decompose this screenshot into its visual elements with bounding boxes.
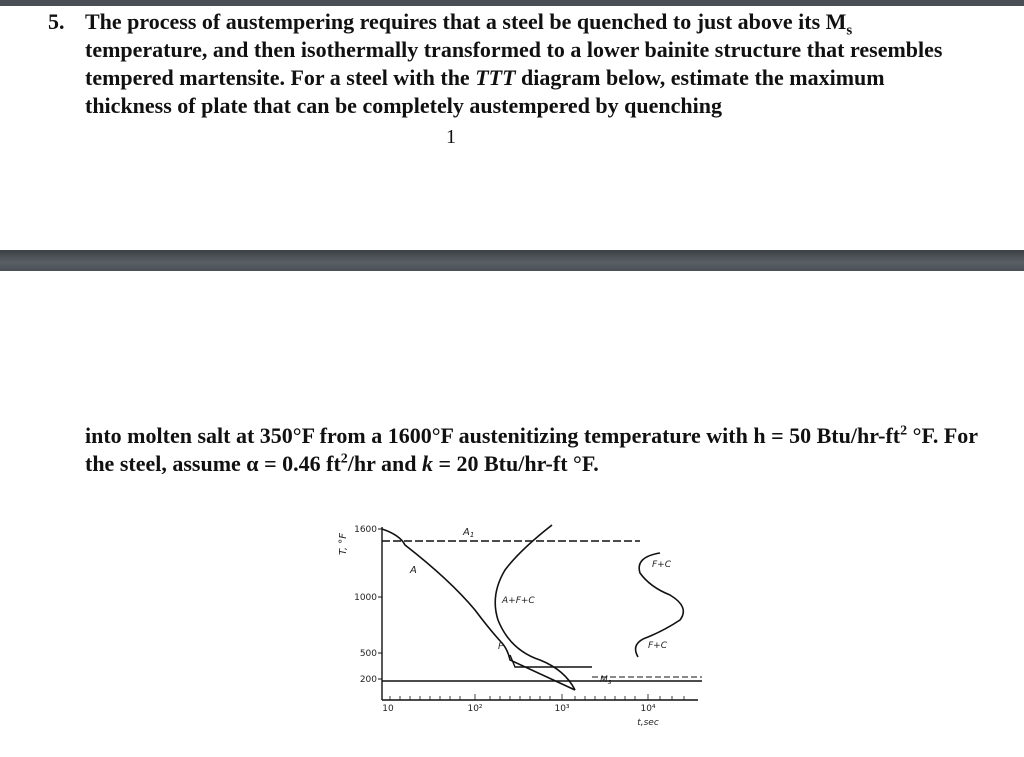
fc-upper-label: F+C	[652, 560, 672, 570]
ttt-italic: TTT	[475, 65, 516, 90]
y-tick-label-200: 200	[359, 675, 377, 685]
y-tick-label-500: 500	[359, 649, 377, 659]
x-tick-label-10-2: 10²	[467, 704, 483, 714]
p-label: P	[498, 642, 504, 652]
ttt-diagram	[330, 515, 710, 740]
x-axis-label: t,sec	[637, 718, 659, 728]
finish-curve	[495, 525, 575, 690]
viewer-top-bar	[0, 0, 1024, 6]
problem-paragraph-1	[85, 8, 975, 120]
x-tick-label-10: 10	[382, 704, 394, 714]
p1-text-a: The process of austempering requires that a steel be quenched to just above its M	[85, 9, 847, 34]
p1-text-c: diagram below, estimate the maximum thickness of plate that can be completely austempered by quenching	[85, 65, 885, 118]
page-separator	[0, 250, 1024, 271]
x-tick-label-10-3: 10³	[554, 704, 570, 714]
mixed-region-label: A+F+C	[502, 596, 535, 606]
problem-number: 5.	[48, 9, 65, 34]
p2-sup-2: 2	[340, 451, 348, 467]
ms-subscript: s	[846, 22, 853, 39]
p2-text-c: /hr and	[347, 451, 422, 476]
ms-label: $M_s$	[600, 675, 612, 686]
a1-label: $A_1$	[463, 527, 475, 539]
k-italic: k	[421, 451, 433, 476]
p2-text-b: °F. For the steel, assume α = 0.46 ft	[85, 423, 978, 476]
p2-text-d: = 20 Btu/hr-ft °F.	[432, 451, 599, 476]
start-curve	[382, 529, 575, 690]
page-number: 1	[446, 126, 456, 148]
y-axis-label: T, °F	[338, 532, 349, 555]
y-tick-label-1600: 1600	[354, 525, 377, 535]
x-minor-ticks	[390, 694, 684, 700]
y-tick-label-1000: 1000	[354, 593, 377, 603]
problem-paragraph-2	[85, 422, 985, 478]
austenite-label: A	[410, 565, 417, 576]
p1-text-b: temperature, and then isothermally transformed to a lower bainite structure that resembles tempered martensite. For a steel with the	[85, 37, 943, 90]
x-tick-label-10-4: 10⁴	[640, 704, 656, 714]
p2-text-a: into molten salt at 350°F from a 1600°F austenitizing temperature with h = 50 Btu/hr-ft	[85, 423, 901, 448]
p2-sup-1: 2	[900, 423, 908, 439]
fc-lower-label: F+C	[648, 641, 668, 651]
